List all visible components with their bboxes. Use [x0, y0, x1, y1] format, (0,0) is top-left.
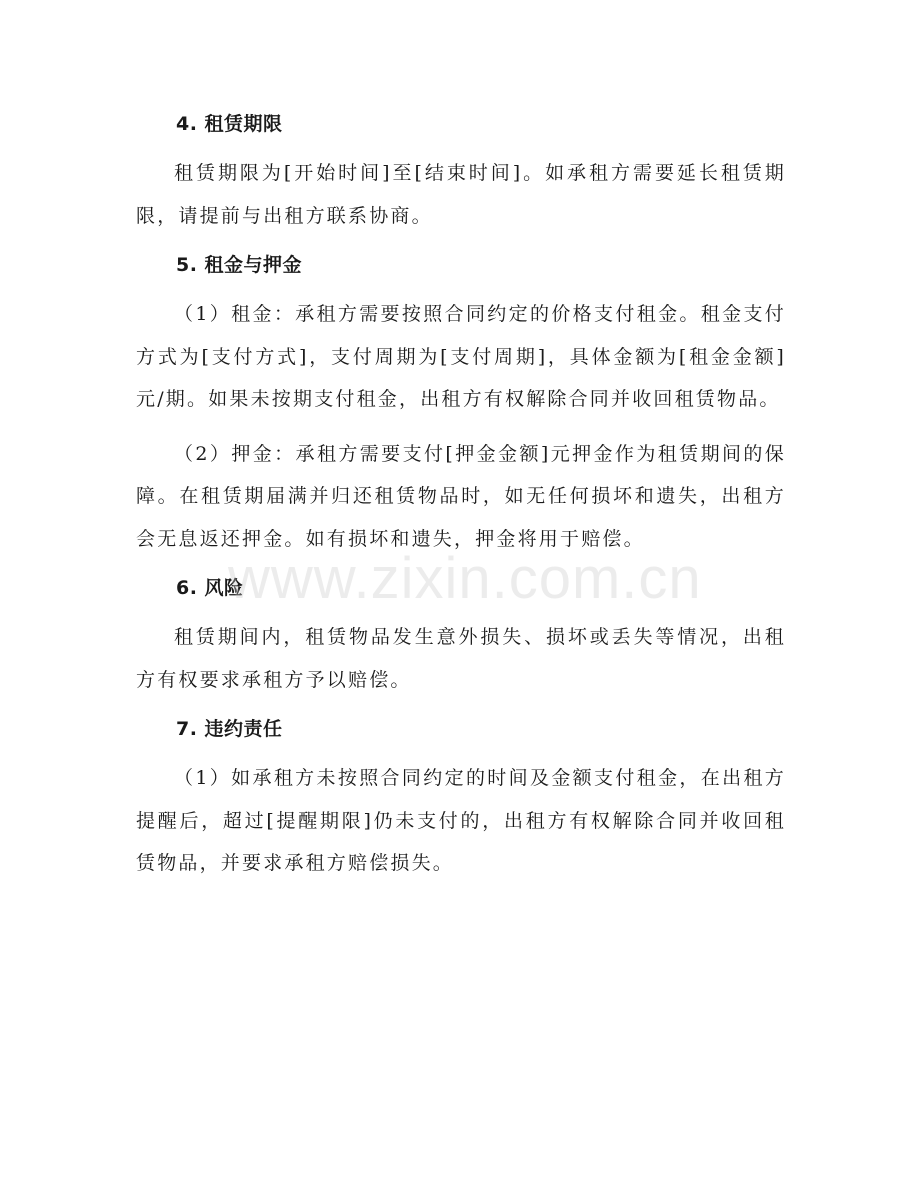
- document-body: [136, 108, 786, 897]
- section-heading: 4. 租赁期限: [176, 113, 283, 135]
- section-liability: [136, 713, 786, 885]
- section-heading: 7. 违约责任: [176, 718, 283, 740]
- watermark: www.zixin.com.cn: [228, 546, 702, 611]
- section-rent-deposit: [136, 249, 786, 560]
- section-paragraph: （1）租金：承租方需要按照合同约定的价格支付租金。租金支付方式为[支付方式]，支付周期为[支付周期]，具体金额为[租金金额]元/期。如果未按期支付租金，出租方有权解除合同并收回租赁物品。: [136, 303, 786, 410]
- section-heading: 5. 租金与押金: [176, 254, 303, 276]
- section-risk: [136, 572, 786, 701]
- section-lease-term: [136, 108, 786, 237]
- section-heading: 6. 风险: [176, 577, 244, 599]
- section-paragraph: （2）押金：承租方需要支付[押金金额]元押金作为租赁期间的保障。在租赁期届满并归还租赁物品时，如无任何损坏和遗失，出租方会无息返还押金。如有损坏和遗失，押金将用于赔偿。: [136, 442, 786, 550]
- section-paragraph: 租赁期限为[开始时间]至[结束时间]。如承租方需要延长租赁期限，请提前与出租方联系协商。: [136, 162, 786, 227]
- section-paragraph: 租赁期间内，租赁物品发生意外损失、损坏或丢失等情况，出租方有权要求承租方予以赔偿。: [136, 626, 786, 691]
- section-paragraph: （1）如承租方未按照合同约定的时间及金额支付租金，在出租方提醒后，超过[提醒期限]仍未支付的，出租方有权解除合同并收回租赁物品，并要求承租方赔偿损失。: [136, 767, 786, 874]
